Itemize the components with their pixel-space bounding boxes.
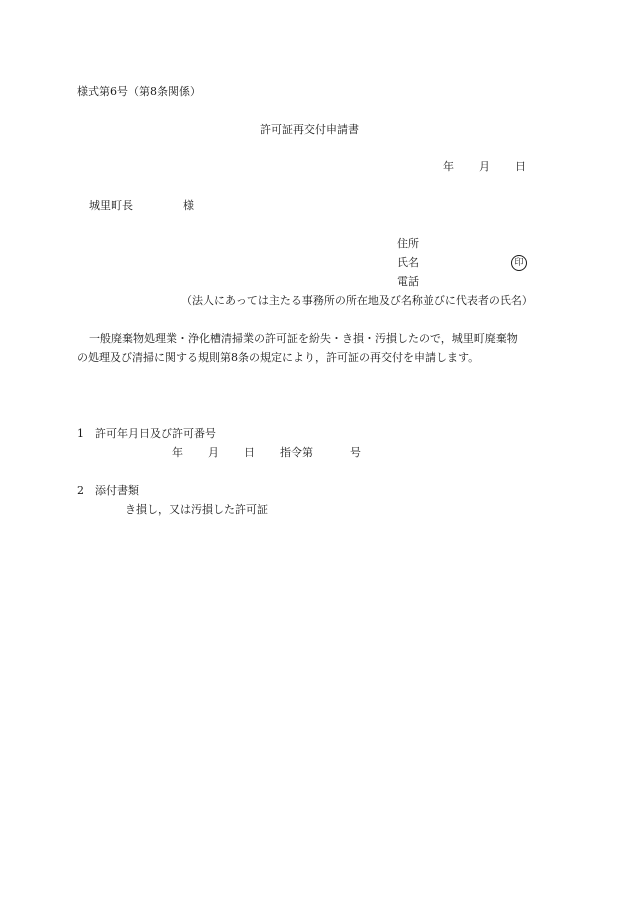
seal-mark: 印 [511, 255, 527, 271]
item-1-order-suffix: 号 [350, 446, 361, 459]
applicant-phone-label: 電話 [397, 275, 419, 288]
addressee-honorific: 様 [183, 199, 194, 212]
date-year: 年 [443, 160, 454, 173]
body-line-2: の処理及び清掃に関する規則第8条の規定により，許可証の再交付を申請します。 [77, 351, 480, 364]
applicant-address-label: 住所 [397, 237, 419, 250]
item-1-order-prefix: 指令第 [280, 446, 313, 459]
date-day: 日 [515, 160, 526, 173]
item-1-month: 月 [208, 446, 219, 459]
item-1-day: 日 [244, 446, 255, 459]
item-2-detail: き損し，又は汚損した許可証 [125, 503, 268, 516]
item-2-label: 添付書類 [95, 484, 139, 497]
applicant-note: （法人にあっては主たる事務所の所在地及び名称並びに代表者の氏名） [181, 294, 533, 307]
applicant-name-label: 氏名 [397, 256, 419, 269]
addressee-name: 城里町長 [89, 199, 133, 212]
date-month: 月 [479, 160, 490, 173]
item-1-label: 許可年月日及び許可番号 [95, 427, 216, 440]
form-id: 様式第6号（第8条関係） [77, 85, 201, 98]
item-2-number: 2 [77, 484, 84, 497]
item-1-year: 年 [172, 446, 183, 459]
body-line-1: 一般廃棄物処理業・浄化槽清掃業の許可証を紛失・き損・汚損したので，城里町廃棄物 [89, 332, 518, 345]
item-1-number: 1 [77, 427, 84, 440]
document-title: 許可証再交付申請書 [260, 123, 359, 136]
